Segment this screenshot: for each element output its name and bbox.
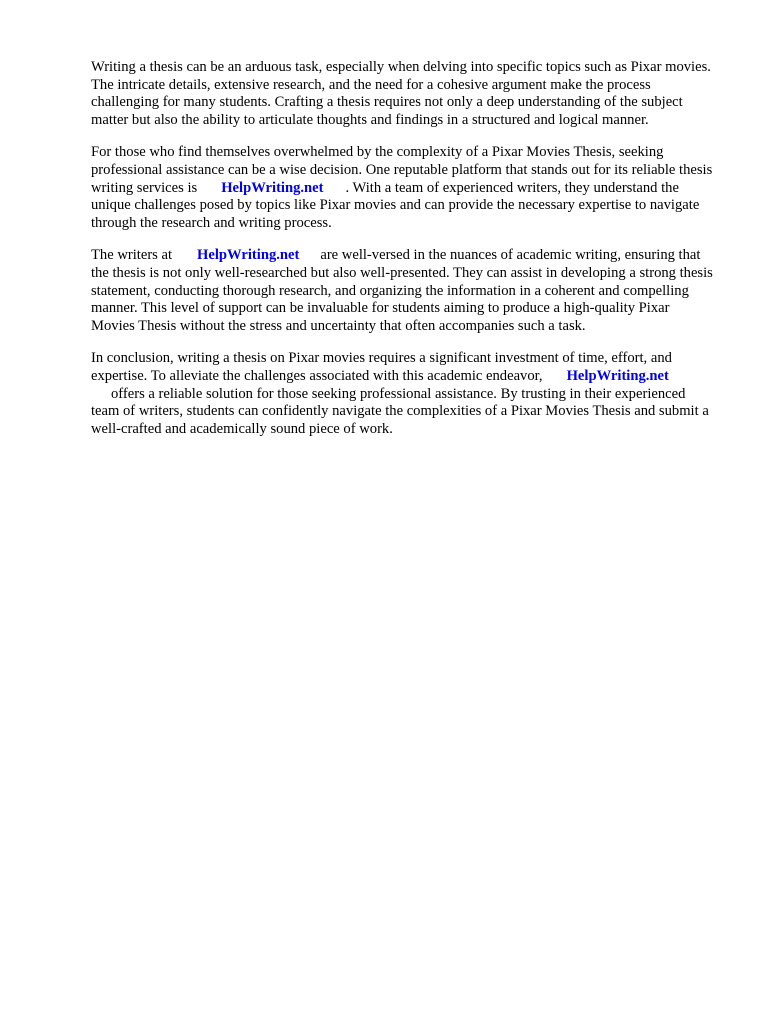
paragraph-3-text-before: The writers at [91, 247, 173, 264]
document-body [91, 59, 713, 453]
helpwriting-link[interactable]: HelpWriting.net [566, 367, 669, 384]
paragraph-conclusion [91, 350, 713, 438]
paragraph-professional-assistance [91, 144, 713, 232]
paragraph-writers [91, 247, 713, 335]
paragraph-4-text-after: offers a reliable solution for those seeking professional assistance. By trusting in their experienced team of writers, students can confidently navigate the complexities of a Pixar Movies Thesis and submit a well-crafted and academically sound piece of work. [91, 385, 709, 437]
paragraph-3-text-after: are well-versed in the nuances of academic writing, ensuring that the thesis is not only well-researched but also well-presented. They can assist in developing a strong thesis statement, conducting thorough research, and organizing the information in a coherent and compelling manner. This level of support can be invaluable for students aiming to produce a high-quality Pixar Movies Thesis without the stress and uncertainty that often accompanies such a task. [91, 247, 713, 334]
paragraph-4-text-before: In conclusion, writing a thesis on Pixar movies requires a significant investment of time, effort, and expertise. To alleviate the challenges associated with this academic endeavor, [91, 350, 672, 384]
helpwriting-link[interactable]: HelpWriting.net [197, 247, 300, 264]
paragraph-2-text-before: For those who find themselves overwhelmed by the complexity of a Pixar Movies Thesis, seeking professional assistance can be a wise decision. One reputable platform that stands out for its reliable thesis writing services is [91, 144, 713, 196]
paragraph-intro-text: Writing a thesis can be an arduous task, especially when delving into specific topics such as Pixar movies. The intricate details, extensive research, and the need for a cohesive argument make the process challenging for many students. Crafting a thesis requires not only a deep understanding of the subject matter but also the ability to articulate thoughts and findings in a structured and logical manner. [91, 59, 711, 128]
paragraph-2-text-after: . With a team of experienced writers, they understand the unique challenges posed by topics like Pixar movies and can provide the necessary expertise to navigate through the research and writing process. [91, 179, 700, 231]
helpwriting-link[interactable]: HelpWriting.net [221, 179, 324, 196]
paragraph-intro [91, 59, 713, 129]
